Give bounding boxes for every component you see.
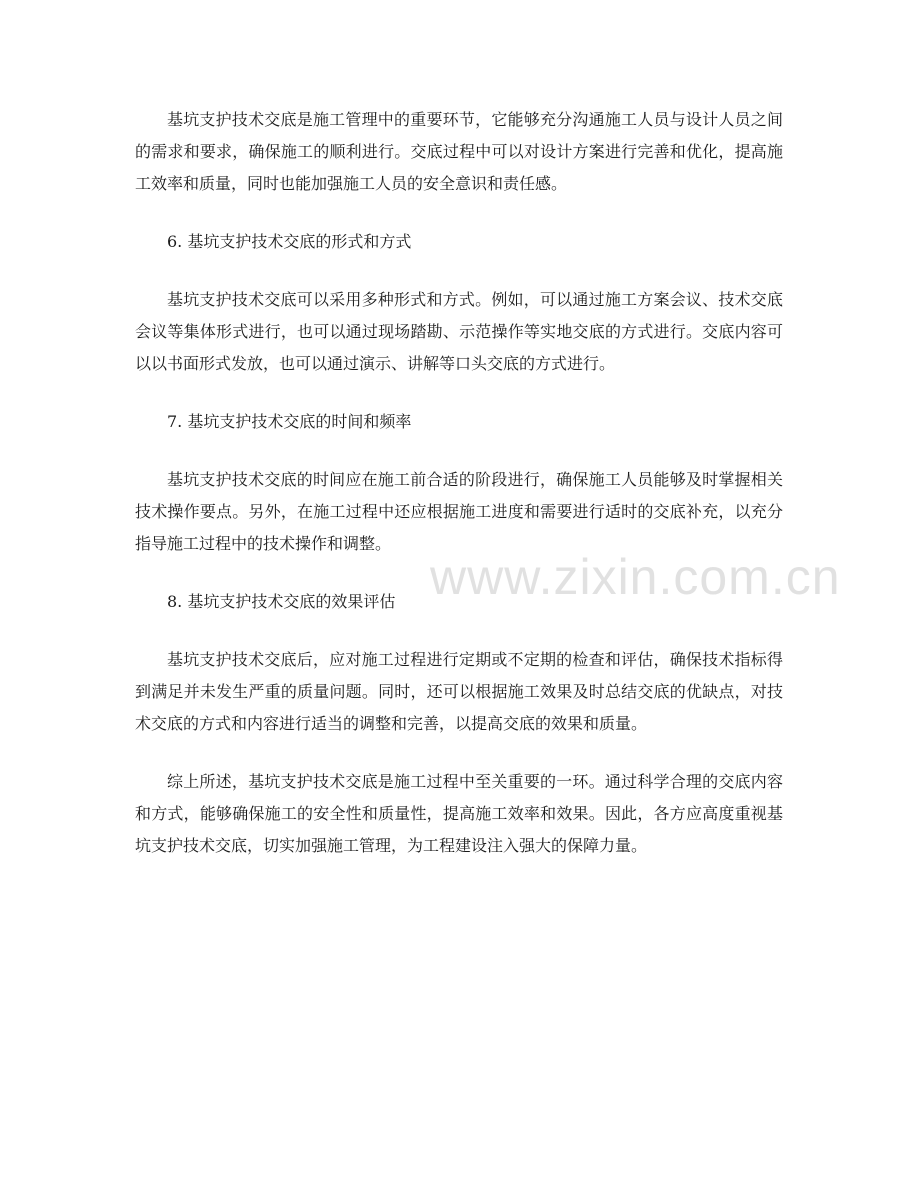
paragraph-section-7: 基坑支护技术交底的时间应在施工前合适的阶段进行，确保施工人员能够及时掌握相关技术操作要点。另外，在施工过程中还应根据施工进度和需要进行适时的交底补充，以充分指导施工过程中的技术操作和调整。 <box>135 470 783 553</box>
document-body <box>135 104 783 888</box>
paragraph-conclusion: 综上所述，基坑支护技术交底是施工过程中至关重要的一环。通过科学合理的交底内容和方式，能够确保施工的安全性和质量性，提高施工效率和效果。因此，各方应高度重视基坑支护技术交底，切实加强施工管理，为工程建设注入强大的保障力量。 <box>135 772 783 855</box>
section-heading-8: 8. 基坑支护技术交底的效果评估 <box>167 592 396 611</box>
section-heading-6: 6. 基坑支护技术交底的形式和方式 <box>167 232 412 251</box>
section-heading-7: 7. 基坑支护技术交底的时间和频率 <box>167 412 412 431</box>
watermark: www.zixin.com.cn <box>430 549 841 605</box>
paragraph-intro: 基坑支护技术交底是施工管理中的重要环节，它能够充分沟通施工人员与设计人员之间的需求和要求，确保施工的顺利进行。交底过程中可以对设计方案进行完善和优化，提高施工效率和质量，同时也能加强施工人员的安全意识和责任感。 <box>135 110 783 193</box>
paragraph-section-6: 基坑支护技术交底可以采用多种形式和方式。例如，可以通过施工方案会议、技术交底会议等集体形式进行，也可以通过现场踏勘、示范操作等实地交底的方式进行。交底内容可以以书面形式发放，也可以通过演示、讲解等口头交底的方式进行。 <box>135 290 783 373</box>
paragraph-section-8: 基坑支护技术交底后，应对施工过程进行定期或不定期的检查和评估，确保技术指标得到满足并未发生严重的质量问题。同时，还可以根据施工效果及时总结交底的优缺点，对技术交底的方式和内容进行适当的调整和完善，以提高交底的效果和质量。 <box>135 650 783 733</box>
